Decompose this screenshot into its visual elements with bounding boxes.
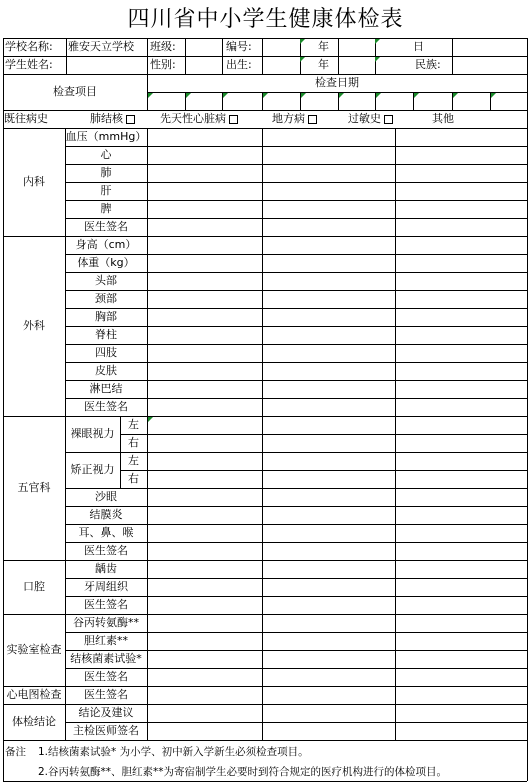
cell-marker-icon (414, 93, 419, 98)
section-label: 五官科 (17, 481, 51, 494)
exam-result-cell[interactable] (148, 218, 527, 236)
gender-field[interactable] (186, 56, 222, 74)
section-label: 心电图检查 (6, 688, 62, 701)
vision-side-label: 左 (128, 454, 139, 467)
exam-result-cell[interactable] (148, 524, 527, 542)
exam-result-cell[interactable] (148, 380, 527, 398)
cell-marker-icon (339, 93, 344, 98)
year-label: 年 (318, 40, 329, 53)
section-label: 体检结论 (12, 715, 56, 728)
class-label: 班级: (150, 40, 176, 53)
grid-line (527, 38, 528, 74)
exam-result-cell[interactable] (148, 470, 527, 488)
exam-result-cell[interactable] (148, 272, 527, 290)
notes-label: 备注 (5, 746, 26, 758)
exam-result-cell[interactable] (148, 254, 527, 272)
note-line-1: 1.结核菌素试验* 为小学、初中新入学新生必须检查项目。 (38, 746, 309, 758)
vision-side-label: 右 (128, 436, 139, 449)
history-checkbox[interactable] (384, 115, 393, 124)
section-label: 实验室检查 (6, 643, 62, 656)
exam-result-cell[interactable] (148, 308, 527, 326)
cell-marker-icon (148, 417, 153, 422)
section-label: 口腔 (23, 580, 45, 593)
ethnic-field[interactable] (453, 56, 527, 74)
section-label: 内科 (23, 175, 45, 188)
grid-line (147, 128, 148, 740)
exam-item-row-label: 脾 (100, 202, 112, 215)
exam-result-cell[interactable] (148, 632, 527, 650)
exam-result-cell[interactable] (148, 614, 527, 632)
cell-marker-icon (263, 93, 268, 98)
exam-item-row-label: 淋巴结 (89, 382, 123, 395)
exam-result-cell[interactable] (148, 236, 527, 254)
cell-marker-icon (375, 39, 380, 44)
exam-result-cell[interactable] (148, 146, 527, 164)
history-checkbox[interactable] (126, 115, 135, 124)
exam-result-cell[interactable] (148, 164, 527, 182)
exam-result-cell[interactable] (148, 434, 527, 452)
history-label: 既往病史 (4, 112, 48, 125)
exam-item-row-label: 胸部 (95, 310, 117, 323)
birth-label: 出生: (226, 58, 252, 71)
exam-item-row-label: 血压（mmHg） (65, 130, 147, 143)
section-label: 外科 (23, 319, 45, 332)
exam-result-cell[interactable] (148, 452, 527, 470)
grid-line (527, 110, 528, 128)
exam-item-row-label: 谷丙转氨酶** (73, 616, 139, 629)
exam-item-row-label: 龋齿 (95, 562, 117, 575)
vision-side-label: 左 (128, 418, 139, 431)
exam-item-row-label: 颈部 (95, 292, 117, 305)
note-line-2: 2.谷丙转氨酶**、胆红素**为寄宿制学生必要时到符合规定的医疗机构进行的体检项目。 (38, 766, 448, 778)
number-label: 编号: (226, 40, 252, 53)
exam-item-row-label: 体重（kg） (77, 256, 135, 269)
exam-item-row-label: 医生签名 (84, 598, 128, 611)
exam-result-cell[interactable] (148, 488, 527, 506)
history-item: 地方病 (272, 110, 362, 128)
exam-item-row-label: 医生签名 (84, 670, 128, 683)
exam-result-cell[interactable] (148, 398, 527, 416)
exam-result-cell[interactable] (148, 578, 527, 596)
exam-result-cell[interactable] (148, 182, 527, 200)
school-name-label: 学校名称: (5, 40, 53, 53)
exam-result-cell[interactable] (148, 542, 527, 560)
grid-line (338, 38, 339, 74)
cell-marker-icon (148, 93, 153, 98)
vision-label: 裸眼视力 (70, 427, 115, 440)
grid-line (222, 38, 223, 74)
number-field[interactable] (263, 38, 300, 56)
exam-result-cell[interactable] (148, 668, 527, 686)
grid-line (3, 740, 4, 781)
exam-item-row-label: 头部 (95, 274, 117, 287)
history-checkbox[interactable] (229, 115, 238, 124)
grid-line (3, 781, 527, 782)
exam-result-cell[interactable] (148, 650, 527, 668)
grid-line (3, 128, 4, 740)
exam-result-cell[interactable] (148, 290, 527, 308)
cell-marker-icon (300, 39, 305, 44)
exam-result-cell[interactable] (148, 416, 527, 434)
exam-item-row-label: 肝 (100, 184, 112, 197)
exam-item-row-label: 皮肤 (95, 364, 117, 377)
grid-line (527, 128, 528, 740)
grid-line (147, 92, 527, 93)
exam-item-row-label: 结膜炎 (89, 508, 123, 521)
exam-item-row-label: 医生签名 (84, 220, 128, 233)
page-title: 四川省中小学生健康体检表 (127, 7, 404, 32)
student-name-label: 学生姓名: (5, 58, 53, 71)
exam-item-row-label: 结核菌素试验* (70, 652, 142, 665)
grid-line (65, 128, 66, 740)
exam-item-row-label: 医生签名 (84, 688, 128, 701)
gender-label: 性别: (150, 58, 176, 71)
exam-result-cell[interactable] (148, 344, 527, 362)
exam-item-row-label: 胆红素** (84, 634, 128, 647)
cell-marker-icon (301, 93, 306, 98)
exam-result-cell[interactable] (148, 362, 527, 380)
student-name-field[interactable] (67, 56, 147, 74)
grid-line (3, 38, 4, 74)
exam-result-cell[interactable] (148, 128, 527, 146)
exam-result-cell[interactable] (148, 686, 527, 704)
cell-marker-icon (376, 93, 381, 98)
grid-line (3, 740, 527, 741)
exam-result-cell[interactable] (148, 596, 527, 614)
ethnic-label: 民族: (415, 58, 441, 71)
exam-item-row-label: 身高（cm） (75, 238, 137, 251)
vision-label: 矫正视力 (70, 463, 115, 476)
exam-item-row-label: 耳、鼻、喉 (78, 526, 134, 539)
cell-marker-icon (300, 57, 305, 62)
exam-item-row-label: 医生签名 (84, 544, 128, 557)
exam-result-cell[interactable] (148, 506, 527, 524)
exam-item-row-label: 结论及建议 (78, 706, 134, 719)
class-field[interactable] (186, 38, 222, 56)
exam-item-row-label: 四肢 (95, 346, 117, 359)
day-label: 日 (413, 40, 424, 53)
exam-result-cell[interactable] (148, 704, 527, 722)
exam-item-row-label: 脊柱 (95, 328, 117, 341)
grid-line (527, 740, 528, 781)
vision-side-label: 右 (128, 472, 139, 485)
cell-marker-icon (375, 57, 380, 62)
exam-result-cell[interactable] (148, 560, 527, 578)
exam-item-row-label: 主检医师签名 (73, 724, 139, 737)
exam-result-cell[interactable] (148, 200, 527, 218)
history-item: 先天性心脏病 (160, 110, 250, 128)
exam-result-cell[interactable] (148, 326, 527, 344)
cell-marker-icon (491, 93, 496, 98)
cell-marker-icon (453, 93, 458, 98)
exam-date-label: 检查日期 (315, 76, 359, 89)
history-item: 肺结核 (90, 110, 180, 128)
history-item: 过敏史 (348, 110, 438, 128)
exam-result-cell[interactable] (148, 722, 527, 740)
history-item: 其他 (432, 112, 454, 125)
exam-item-row-label: 医生签名 (84, 400, 128, 413)
exam-item-label: 检查项目 (53, 85, 97, 98)
school-name-value: 雅安天立学校 (68, 40, 134, 53)
history-checkbox[interactable] (308, 115, 317, 124)
exam-item-row-label: 牙周组织 (84, 580, 128, 593)
cell-marker-icon (223, 93, 228, 98)
cell-marker-icon (186, 93, 191, 98)
exam-item-row-label: 沙眼 (95, 490, 117, 503)
grid-line (527, 92, 528, 110)
exam-item-row-label: 心 (100, 148, 112, 161)
exam-item-row-label: 肺 (100, 166, 112, 179)
birth-year-label: 年 (318, 58, 329, 71)
